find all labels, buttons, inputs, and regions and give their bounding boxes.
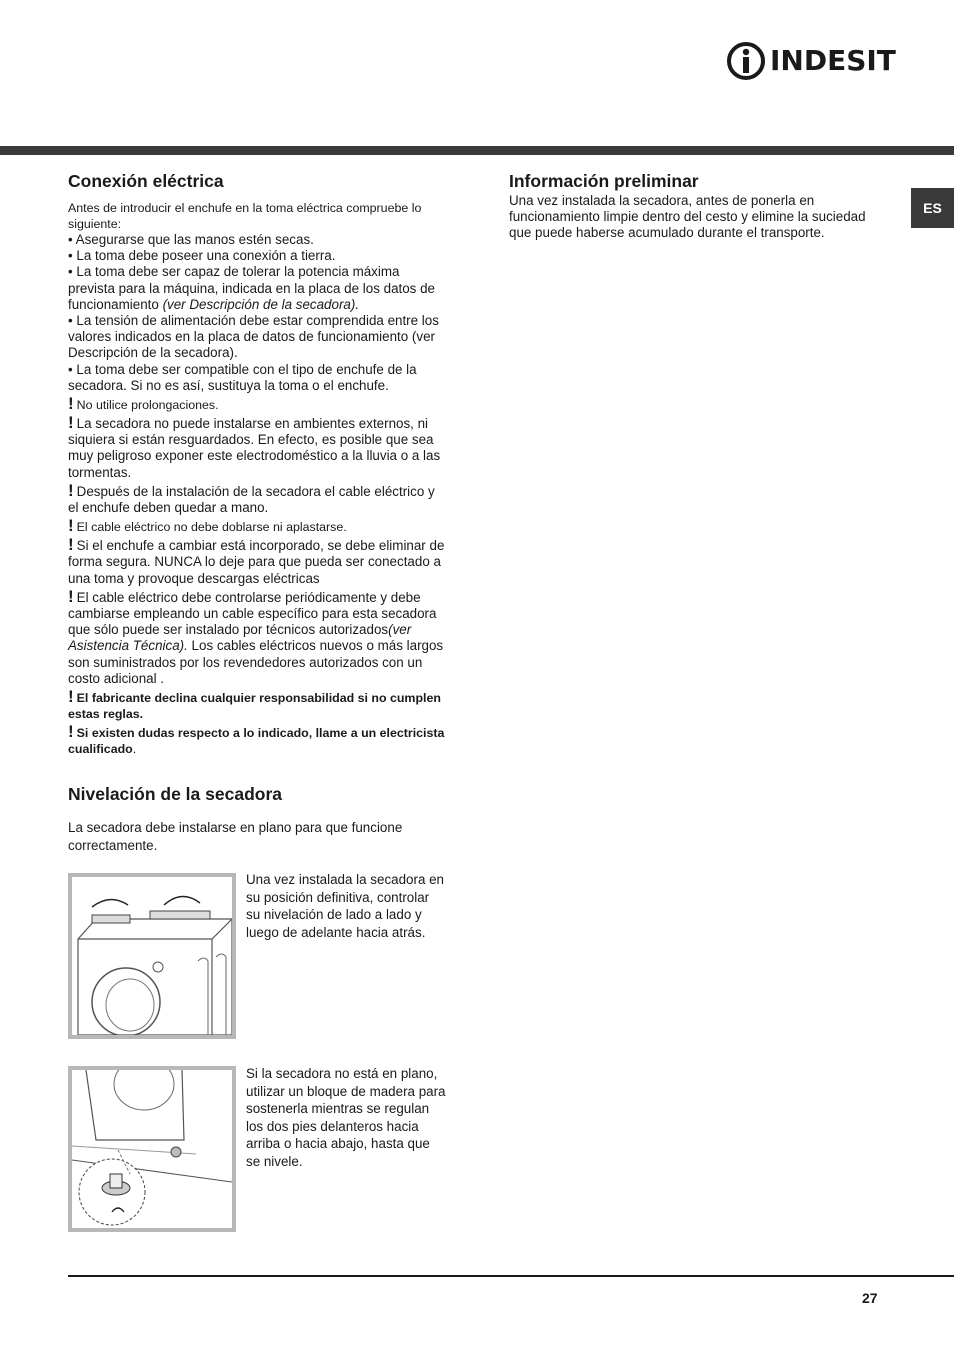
electrical-connection-heading: Conexión eléctrica <box>68 171 224 191</box>
bullet-item: • La toma debe ser compatible con el tipo de enchufe de la secadora. Si no es así, sustituya la toma o el enchufe. <box>68 361 417 393</box>
warning-text: El cable eléctrico debe controlarse periódicamente y debe cambiarse empleando un cable específico para esta secadora que sólo puede ser instalado por técnicos autorizados <box>68 589 437 638</box>
warning-text: Los cables eléctricos nuevos o más largos son suministrados por los revendedores autorizados con un costo adicional . <box>68 638 444 686</box>
bullet-item: • La toma debe poseer una conexión a tierra. <box>68 248 336 264</box>
warning-item <box>68 394 448 414</box>
exclamation-icon: ! <box>68 413 74 433</box>
right-column <box>509 170 889 242</box>
leveling-caption-1: Una vez instalada la secadora en su posición definitiva, controlar su nivelación de lado a lado y luego de adelante hacia atrás. <box>246 872 445 940</box>
warning-item <box>68 480 448 516</box>
page-number: 27 <box>862 1290 878 1306</box>
exclamation-icon: ! <box>68 722 74 742</box>
warning-item <box>68 687 448 722</box>
exclamation-icon: ! <box>68 586 74 606</box>
warning-item <box>68 535 448 587</box>
warning-text: La secadora no puede instalarse en ambientes externos, ni siquiera si están resguardados. En efecto, es posible que sea muy peligroso exponer este electrodoméstico a la lluvia o a las tormentas. <box>68 416 441 480</box>
warning-item <box>68 722 448 757</box>
warning-item <box>68 586 448 687</box>
electrical-intro: Antes de introducir el enchufe en la toma eléctrica compruebe lo siguiente: <box>68 201 422 231</box>
bullet-item: • La tensión de alimentación debe estar comprendida entre los valores indicados en la placa de datos de funcionamiento (ver Descripción de la secadora). <box>68 313 439 361</box>
warning-item <box>68 516 448 536</box>
bullet-reference: (ver Descripción de la secadora). <box>162 296 360 312</box>
bullet-text: • La toma debe ser capaz de tolerar la potencia máxima prevista para la máquina, indicada en la placa de los datos de funcionamiento <box>68 264 435 312</box>
warning-text: Después de la instalación de la secadora el cable eléctrico y el enchufe deben quedar a mano. <box>68 483 435 516</box>
bullet-item <box>68 264 448 313</box>
dryer-feet-illustration <box>68 1066 236 1232</box>
exclamation-icon: ! <box>68 535 74 555</box>
warning-text: Si existen dudas respecto a lo indicado, llame a un electricista cualificado <box>68 726 445 757</box>
warning-text: El fabricante declina cualquier responsabilidad si no cumplen estas reglas. <box>68 691 441 722</box>
footer-rule <box>68 1275 954 1277</box>
warning-text: Si el enchufe a cambiar está incorporado, se debe eliminar de forma segura. NUNCA lo deje para que pueda ser conectado a una toma y provoque descargas eléctricas <box>68 538 445 586</box>
exclamation-icon: ! <box>68 480 74 500</box>
header-bar <box>0 146 954 155</box>
warning-text: El cable eléctrico no debe doblarse ni aplastarse. <box>76 520 347 535</box>
leveling-heading: Nivelación de la secadora <box>68 784 282 804</box>
brand-name: INDESIT <box>770 44 896 77</box>
left-column <box>68 170 448 757</box>
leveling-intro: La secadora debe instalarse en plano para que funcione correctamente. <box>68 820 403 853</box>
leveling-section <box>68 783 448 1169</box>
warning-reference: (ver Asistencia Técnica). <box>68 622 412 654</box>
dryer-level-illustration <box>68 873 236 1039</box>
bullet-item: • Asegurarse que las manos estén secas. <box>68 232 314 247</box>
leveling-caption-2: Si la secadora no está en plano, utilizar un bloque de madera para sostenerla mientras se regulan los dos pies delanteros hacia arriba o hacia abajo, hasta que se nivele. <box>246 1066 446 1169</box>
indesit-logo-icon <box>726 40 766 82</box>
preliminary-info-heading: Información preliminar <box>509 171 699 191</box>
preliminary-info-text: Una vez instalada la secadora, antes de ponerla en funcionamiento limpie dentro del cesto y elimine la suciedad que puede haberse acumulado durante el transporte. <box>509 193 866 241</box>
indesit-logo <box>726 40 896 82</box>
language-tab: ES <box>911 188 954 228</box>
warning-text: No utilice prolongaciones. <box>76 398 219 413</box>
exclamation-icon: ! <box>68 687 74 707</box>
exclamation-icon: ! <box>68 516 74 536</box>
warning-item <box>68 413 448 481</box>
exclamation-icon: ! <box>68 394 74 414</box>
warning-text-end: . <box>132 742 137 757</box>
